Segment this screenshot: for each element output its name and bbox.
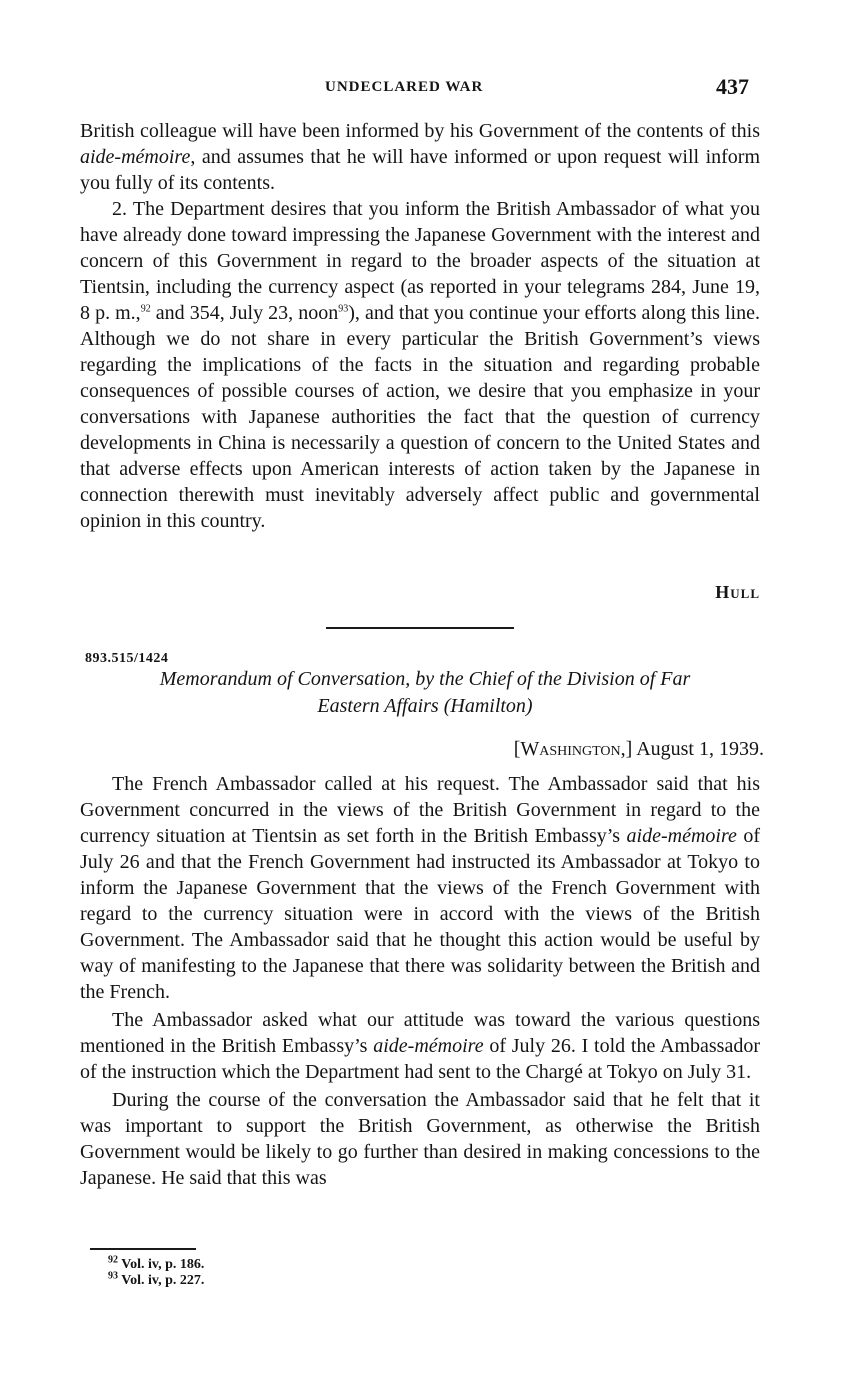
running-title: UNDECLARED WAR xyxy=(325,79,484,95)
signature: Hull xyxy=(715,582,760,602)
page-number: 437 xyxy=(716,74,749,99)
footnote-ref: 92 xyxy=(140,303,151,315)
footnote-item xyxy=(108,1254,205,1273)
memo-body xyxy=(80,771,760,1191)
text-run: ), and that you continue your efforts along this line. Although we do not share in every particular the British Government’s views regarding the implications of the facts in the situation and regarding probable consequences of possible courses of action, we desire that you emphasize in your conversations with Japanese authorities the fact that the question of currency developments in China is necessarily a question of concern to the United States and that adverse effects upon American interests of action taken by the Japanese in connection therewith must inevitably adversely affect public and governmental opinion in this country. xyxy=(80,302,760,532)
numbered-paragraph-2 xyxy=(80,196,760,534)
running-head xyxy=(0,74,852,104)
footnote-item xyxy=(108,1270,205,1289)
text-run: The Ambassador asked what our attitude was toward the various questions mentioned in the British Embassy’s xyxy=(80,1009,760,1057)
continued-paragraph xyxy=(80,118,760,196)
memo-paragraph-1 xyxy=(80,771,760,1005)
footnote-mark: 92 xyxy=(108,1254,118,1266)
text-run: , and assumes that he will have informed or upon request will inform you fully of its contents. xyxy=(80,146,760,194)
footnote-mark: 93 xyxy=(108,1270,118,1282)
first-document-body xyxy=(80,118,760,534)
memo-heading-line2: Eastern Affairs (Hamilton) xyxy=(317,695,533,717)
footnote-divider xyxy=(90,1248,196,1250)
memo-heading xyxy=(85,666,765,720)
dateline-place: [Washington,] xyxy=(513,738,633,760)
footnote-text: Vol. iv, p. 186. xyxy=(118,1257,205,1272)
text-run: of July 26. I told the Ambassador of the instruction which the Department had sent to the Chargé at Tokyo on July 31. xyxy=(80,1035,760,1083)
dateline-date: August 1, 1939. xyxy=(632,738,764,760)
text-run: British colleague will have been informed by his Government of the contents of this xyxy=(80,120,760,142)
file-number: 893.515/1424 xyxy=(85,651,169,666)
memo-paragraph-2 xyxy=(80,1007,760,1085)
text-run: 2. The Department desires that you inform the British Ambassador of what you have already done toward impressing the Japanese Government with the interest and concern of this Government in regard to the broader aspects of the situation at Tientsin, including the currency aspect (as reported in your telegrams 284, June 19, 8 p. m., xyxy=(80,198,760,324)
italic-term: aide-mémoire xyxy=(373,1035,484,1057)
italic-term: aide-mémoire xyxy=(80,146,191,168)
footnote-text: Vol. iv, p. 227. xyxy=(118,1273,205,1288)
text-run: The French Ambassador called at his request. The Ambassador said that his Government concurred in the views of the British Government in regard to the currency situation at Tientsin as set forth in the British Embassy’s xyxy=(80,773,760,847)
footnote-ref: 93 xyxy=(338,303,349,315)
text-run: of July 26 and that the French Government had instructed its Ambassador at Tokyo to inform the Japanese Government that the views of the French Government with regard to the currency situation were in accord with the views of the British Government. The Ambassador said that he thought this action would be useful by way of manifesting to the Japanese that there was solidarity between the British and the French. xyxy=(80,825,760,1003)
memo-heading-line1: Memorandum of Conversation, by the Chief of the Division of Far xyxy=(159,668,691,690)
section-divider xyxy=(326,627,514,629)
footnotes xyxy=(108,1254,205,1289)
memo-paragraph-3: During the course of the conversation the Ambassador said that he felt that it was important to support the British Government, as otherwise the British Government would be likely to go further than desired in making concessions to the Japanese. He said that this was xyxy=(80,1089,760,1189)
italic-term: aide-mémoire xyxy=(626,825,737,847)
text-run: and 354, July 23, noon xyxy=(150,302,339,324)
dateline xyxy=(400,738,764,761)
